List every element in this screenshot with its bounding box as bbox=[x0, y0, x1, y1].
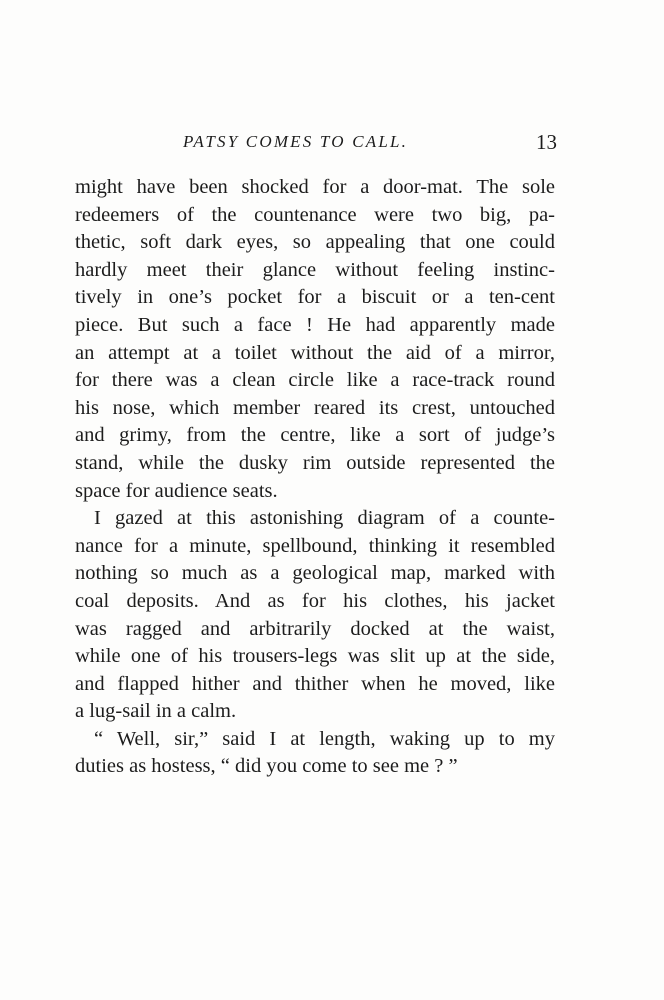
text-line: nance for a minute, spellbound, thinking it resembled bbox=[75, 534, 555, 557]
text-line: and flapped hither and thither when he moved, like bbox=[75, 672, 555, 695]
text-line: and grimy, from the centre, like a sort of judge’s bbox=[75, 424, 555, 447]
text-line: a lug-sail in a calm. bbox=[75, 700, 237, 723]
text-line: redeemers of the countenance were two big, pa- bbox=[75, 203, 555, 226]
text-line: thetic, soft dark eyes, so appealing that one could bbox=[75, 231, 555, 254]
text-line: while one of his trousers-legs was slit up at the side, bbox=[75, 645, 555, 668]
text-line: I gazed at this astonishing diagram of a counte- bbox=[94, 507, 555, 530]
running-head bbox=[73, 132, 557, 156]
text-line: tively in one’s pocket for a biscuit or a ten-cent bbox=[75, 286, 555, 309]
text-line: “ Well, sir,” said I at length, waking up to my bbox=[94, 727, 555, 750]
text-line: an attempt at a toilet without the aid of a mirror, bbox=[75, 341, 555, 364]
text-line: piece. But such a face ! He had apparently made bbox=[75, 313, 555, 336]
text-line: nothing so much as a geological map, marked with bbox=[75, 562, 555, 585]
text-line: stand, while the dusky rim outside represented the bbox=[75, 451, 555, 474]
text-line: duties as hostess, “ did you come to see me ? ” bbox=[75, 755, 458, 778]
text-line: for there was a clean circle like a race-track round bbox=[75, 369, 555, 392]
text-line: was ragged and arbitrarily docked at the waist, bbox=[75, 617, 555, 640]
text-line: might have been shocked for a door-mat. The sole bbox=[75, 176, 555, 198]
text-line: coal deposits. And as for his clothes, his jacket bbox=[75, 589, 555, 612]
page-number: 13 bbox=[536, 130, 557, 154]
text-line: space for audience seats. bbox=[75, 479, 278, 502]
text-line: his nose, which member reared its crest, untouched bbox=[75, 396, 555, 419]
body-text bbox=[75, 174, 555, 781]
text-line: hardly meet their glance without feeling instinc- bbox=[75, 258, 555, 281]
running-title: PATSY COMES TO CALL. bbox=[183, 132, 409, 151]
